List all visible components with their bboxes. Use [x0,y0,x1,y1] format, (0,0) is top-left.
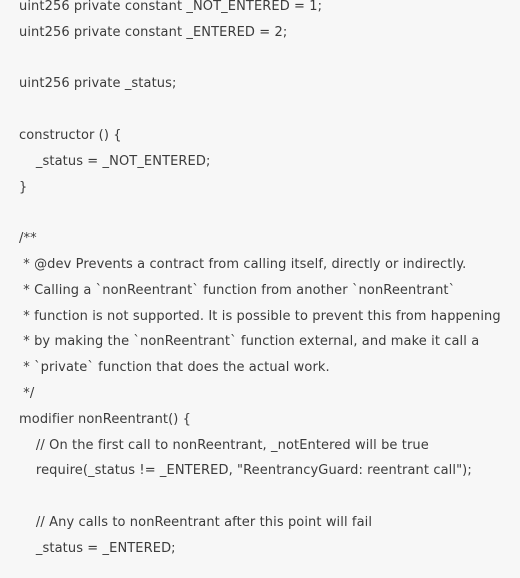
code-line: * `private` function that does the actual work. [19,360,330,376]
code-line: uint256 private constant _ENTERED = 2; [19,24,288,40]
code-line: uint256 private constant _NOT_ENTERED = 1; [19,0,323,14]
code-line: uint256 private _status; [19,76,177,92]
code-line: * Calling a `nonReentrant` function from another `nonReentrant` [19,282,456,298]
code-line [19,46,501,72]
code-line [19,200,501,226]
code-line: _status = _ENTERED; [19,540,176,556]
code-line: modifier nonReentrant() { [19,411,192,427]
code-line: } [19,179,28,195]
code-line: // Any calls to nonReentrant after this point will fail [19,514,373,530]
code-lines [19,0,501,562]
code-line: constructor () { [19,127,122,143]
code-line: * function is not supported. It is possible to prevent this from happening [19,308,501,324]
code-line: _status = _NOT_ENTERED; [19,153,211,169]
code-line [19,97,501,123]
code-line: require(_status != _ENTERED, "ReentrancyGuard: reentrant call"); [19,463,472,479]
code-line: */ [19,385,35,401]
code-line: * @dev Prevents a contract from calling itself, directly or indirectly. [19,256,467,272]
code-line: * by making the `nonReentrant` function external, and make it call a [19,334,480,350]
code-line [19,484,501,510]
code-line: /** [19,231,37,247]
code-line: // On the first call to nonReentrant, _notEntered will be true [19,437,429,453]
